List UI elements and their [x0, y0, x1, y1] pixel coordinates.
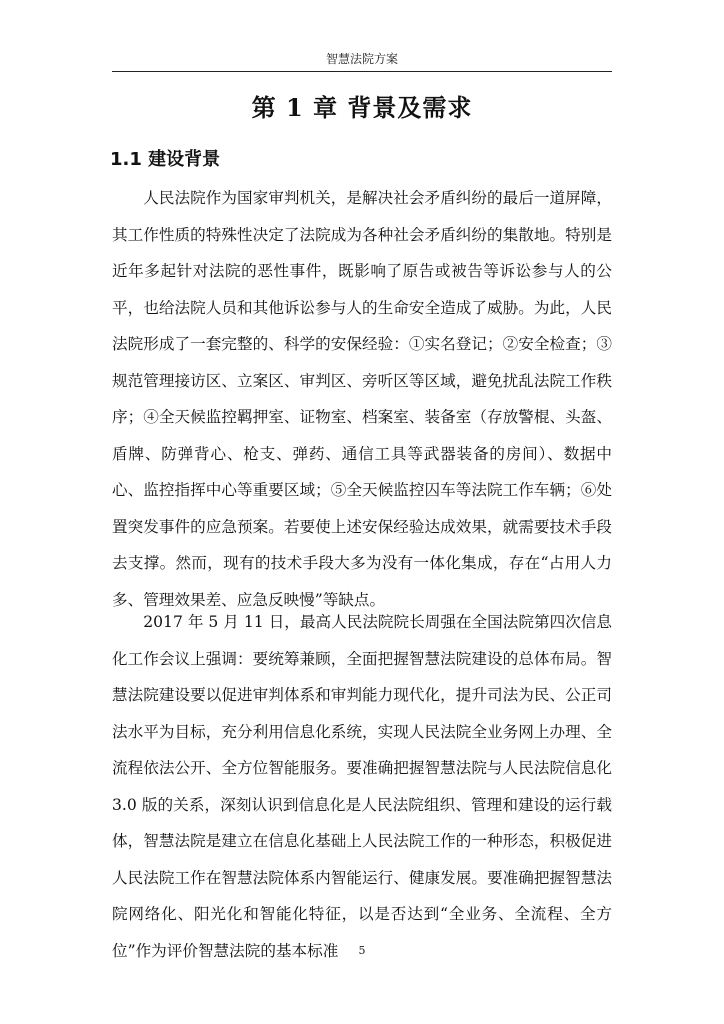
section-title: 1.1 建设背景 — [110, 149, 221, 170]
chapter-title: 第 1 章 背景及需求 — [251, 93, 473, 122]
header-divider — [112, 71, 612, 72]
running-header — [0, 50, 724, 67]
body-paragraph-2: 2017 年 5 月 11 日，最高人民法院院长周强在全国法院第四次信息化工作会议上强调：要统筹兼顾，全面把握智慧法院建设的总体布局。智慧法院建设要以促进审判体系和审判能力现代化，提升司法为民、公正司法水平为目标，充分利用信息化系统，实现人民法院全业务网上办理、全流程依法公开、全方位智能服务。要准确把握智慧法院与人民法院信息化 3.0 版的关系，深刻认识到信息化是人民法院组织、管理和建设的运行载体，智慧法院是建立在信息化基础上人民法院工作的一种形态，积极促进人民法院工作在智慧法院体系内智能运行、健康发展。要准确把握智慧法院网络化、阳光化和智能化特征，以是否达到“全业务、全流程、全方位”作为评价智慧法院的基本标准 — [112, 613, 612, 960]
running-header-title: 智慧法院方案 — [325, 52, 398, 66]
body-paragraph-1: 人民法院作为国家审判机关，是解决社会矛盾纠纷的最后一道屏障，其工作性质的特殊性决定了法院成为各种社会矛盾纠纷的集散地。特别是近年多起针对法院的恶性事件，既影响了原告或被告等诉讼参与人的公平，也给法院人员和其他诉讼参与人的生命安全造成了威胁。为此，人民法院形成了一套完整的、科学的安保经验：①实名登记；②安全检查；③规范管理接访区、立案区、审判区、旁听区等区域，避免扰乱法院工作秩序；④全天候监控羁押室、证物室、档案室、装备室（存放警棍、头盔、盾牌、防弹背心、枪支、弹药、通信工具等武器装备的房间）、数据中心、监控指挥中心等重要区域；⑤全天候监控囚车等法院工作车辆；⑥处置突发事件的应急预案。若要使上述安保经验达成效果，就需要技术手段去支撑。然而，现有的技术手段大多为没有一体化集成，存在“占用人力多、管理效果差、应急反映慢”等缺点。 — [112, 189, 612, 609]
page-number: 5 — [358, 944, 366, 957]
